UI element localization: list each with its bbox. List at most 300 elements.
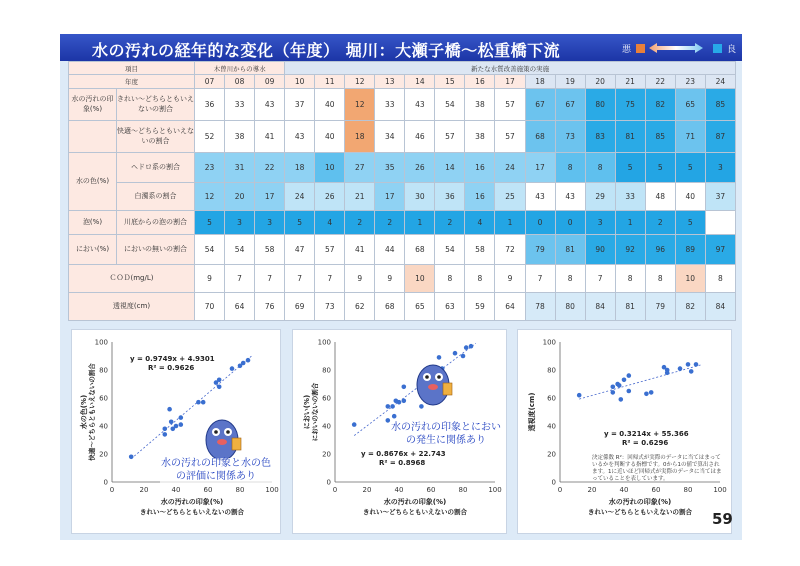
value-cell: 8 bbox=[585, 153, 615, 183]
value-cell: 82 bbox=[675, 293, 705, 321]
y-tick-label: 0 bbox=[103, 478, 108, 487]
chart-3-note: 決定係数 R²：回帰式が実際のデータに当てはまっているかを判断する指標です。0から1の値で算出されます。1に近いほど回帰式が実際のデータに当てはまっていることを表しています。 bbox=[592, 455, 722, 483]
value-cell: 26 bbox=[315, 183, 345, 211]
value-cell: 7 bbox=[525, 265, 555, 293]
value-cell: 10 bbox=[405, 265, 435, 293]
value-cell: 89 bbox=[675, 235, 705, 265]
value-cell: 10 bbox=[675, 265, 705, 293]
year-cell: 10 bbox=[285, 75, 315, 89]
row-category bbox=[69, 121, 117, 153]
value-cell: 2 bbox=[645, 211, 675, 235]
value-cell: 1 bbox=[405, 211, 435, 235]
value-cell: 57 bbox=[435, 121, 465, 153]
data-point bbox=[461, 354, 466, 359]
value-cell: 40 bbox=[675, 183, 705, 211]
value-cell: 2 bbox=[375, 211, 405, 235]
year-cell: 23 bbox=[675, 75, 705, 89]
data-point bbox=[386, 418, 391, 423]
x-tick-label: 80 bbox=[683, 486, 693, 494]
data-point bbox=[179, 415, 184, 420]
y-axis-label: 水の色(%) bbox=[80, 394, 88, 430]
value-cell: 18 bbox=[285, 153, 315, 183]
chart-1-callout: 水の汚れの印象と水の色の評価に関係あり bbox=[161, 458, 271, 482]
x-axis-label: 水の汚れの印象(%) bbox=[383, 498, 447, 506]
y-tick-label: 60 bbox=[99, 394, 108, 403]
value-cell: 5 bbox=[675, 211, 705, 235]
value-cell: 84 bbox=[705, 293, 735, 321]
value-cell: 30 bbox=[405, 183, 435, 211]
value-cell: 7 bbox=[255, 265, 285, 293]
value-cell: 9 bbox=[495, 265, 525, 293]
value-cell: 8 bbox=[555, 153, 585, 183]
value-cell: 5 bbox=[195, 211, 225, 235]
value-cell: 43 bbox=[285, 121, 315, 153]
year-cell: 11 bbox=[315, 75, 345, 89]
mascot-pupil bbox=[214, 430, 218, 434]
data-point bbox=[386, 404, 391, 409]
value-cell: 43 bbox=[525, 183, 555, 211]
chart-2-equation-text: y = 0.8676x + 22.743 bbox=[361, 450, 446, 458]
value-cell: 54 bbox=[435, 235, 465, 265]
x-tick-label: 20 bbox=[362, 486, 372, 494]
year-cell: 14 bbox=[405, 75, 435, 89]
data-point bbox=[464, 345, 469, 350]
x-tick-label: 40 bbox=[394, 486, 404, 494]
data-point bbox=[469, 344, 474, 349]
value-cell: 79 bbox=[525, 235, 555, 265]
value-cell: 4 bbox=[315, 211, 345, 235]
chart-3-equation bbox=[604, 430, 689, 449]
value-cell: 38 bbox=[465, 89, 495, 121]
value-cell: 76 bbox=[255, 293, 285, 321]
y-axis-label-2: においのないの割合 bbox=[311, 382, 319, 442]
chart-3-equation-text: y = 0.3214x + 55.366 bbox=[604, 430, 689, 438]
x-tick-label: 80 bbox=[458, 486, 468, 494]
chart-3-r2-text: R² = 0.6296 bbox=[622, 439, 669, 448]
data-point bbox=[196, 400, 201, 405]
year-cell: 16 bbox=[465, 75, 495, 89]
value-cell: 8 bbox=[645, 265, 675, 293]
row-sub-label: 川底からの泡の割合 bbox=[117, 211, 195, 235]
value-cell: 85 bbox=[645, 121, 675, 153]
chart-1-equation bbox=[130, 355, 215, 374]
legend-good-swatch bbox=[713, 44, 722, 53]
data-point bbox=[167, 407, 172, 412]
value-cell: 5 bbox=[285, 211, 315, 235]
data-point bbox=[617, 383, 622, 388]
value-cell: 18 bbox=[345, 121, 375, 153]
row-sub-label: 快適～どちらともいえないの割合 bbox=[117, 121, 195, 153]
x-axis-label-2: きれい～どちらともいえないの割合 bbox=[140, 508, 244, 516]
y-tick-label: 60 bbox=[322, 394, 331, 403]
data-point bbox=[611, 390, 616, 395]
value-cell: 41 bbox=[345, 235, 375, 265]
value-cell: 54 bbox=[435, 89, 465, 121]
value-cell: 71 bbox=[675, 121, 705, 153]
value-cell: 97 bbox=[705, 235, 735, 265]
x-tick-label: 60 bbox=[203, 486, 213, 494]
value-cell: 82 bbox=[645, 89, 675, 121]
data-point bbox=[678, 366, 683, 371]
x-tick-label: 40 bbox=[619, 486, 629, 494]
value-cell: 43 bbox=[255, 89, 285, 121]
value-cell: 46 bbox=[405, 121, 435, 153]
value-cell: 38 bbox=[465, 121, 495, 153]
data-point bbox=[611, 385, 616, 390]
value-cell: 4 bbox=[465, 211, 495, 235]
data-point bbox=[201, 400, 206, 405]
data-point bbox=[352, 422, 357, 427]
value-cell: 65 bbox=[675, 89, 705, 121]
value-cell: 25 bbox=[495, 183, 525, 211]
y-tick-label: 40 bbox=[99, 422, 108, 431]
x-tick-label: 20 bbox=[587, 486, 597, 494]
value-cell: 20 bbox=[225, 183, 255, 211]
value-cell: 33 bbox=[615, 183, 645, 211]
row-category: 水の色(%) bbox=[69, 153, 117, 211]
y-tick-label: 100 bbox=[94, 338, 108, 347]
row-sub-label: ヘドロ系の割合 bbox=[117, 153, 195, 183]
mascot-icon bbox=[417, 365, 452, 405]
value-cell: 79 bbox=[645, 293, 675, 321]
value-cell: 9 bbox=[195, 265, 225, 293]
data-point bbox=[230, 366, 235, 371]
year-cell: 24 bbox=[705, 75, 735, 89]
value-cell: 8 bbox=[555, 265, 585, 293]
value-cell: 57 bbox=[315, 235, 345, 265]
value-cell: 8 bbox=[705, 265, 735, 293]
data-table bbox=[68, 61, 736, 321]
header-item: 項目 bbox=[69, 62, 195, 75]
value-cell: 1 bbox=[495, 211, 525, 235]
value-cell: 17 bbox=[375, 183, 405, 211]
value-cell: 7 bbox=[315, 265, 345, 293]
data-point bbox=[394, 399, 399, 404]
value-cell: 33 bbox=[225, 89, 255, 121]
value-cell: 40 bbox=[315, 89, 345, 121]
year-cell: 09 bbox=[255, 75, 285, 89]
chart-2-equation bbox=[361, 450, 446, 469]
value-cell: 5 bbox=[645, 153, 675, 183]
y-axis-label-2: 快適～どちらともいえないの割合 bbox=[88, 363, 96, 461]
header-year: 年度 bbox=[69, 75, 195, 89]
x-tick-label: 100 bbox=[265, 486, 279, 494]
value-cell: 38 bbox=[225, 121, 255, 153]
y-tick-label: 60 bbox=[547, 394, 556, 403]
data-point bbox=[402, 385, 407, 390]
value-cell: 87 bbox=[705, 121, 735, 153]
value-cell: 72 bbox=[495, 235, 525, 265]
value-cell: 37 bbox=[285, 89, 315, 121]
value-cell: 80 bbox=[585, 89, 615, 121]
y-tick-label: 80 bbox=[99, 366, 108, 375]
data-point bbox=[402, 399, 407, 404]
value-cell: 22 bbox=[255, 153, 285, 183]
value-cell: 17 bbox=[255, 183, 285, 211]
value-cell: 81 bbox=[615, 121, 645, 153]
value-cell: 12 bbox=[195, 183, 225, 211]
y-tick-label: 80 bbox=[547, 366, 556, 375]
value-cell: 21 bbox=[345, 183, 375, 211]
mascot-mouth bbox=[428, 384, 438, 390]
year-cell: 17 bbox=[495, 75, 525, 89]
x-axis-label: 水の汚れの印象(%) bbox=[608, 498, 672, 506]
year-cell: 21 bbox=[615, 75, 645, 89]
value-cell: 81 bbox=[615, 293, 645, 321]
value-cell: 54 bbox=[225, 235, 255, 265]
value-cell: 57 bbox=[495, 121, 525, 153]
data-point bbox=[627, 373, 632, 378]
year-cell: 13 bbox=[375, 75, 405, 89]
value-cell: 52 bbox=[195, 121, 225, 153]
data-point bbox=[419, 404, 424, 409]
value-cell: 73 bbox=[555, 121, 585, 153]
value-cell: 17 bbox=[525, 153, 555, 183]
row-category: 水の汚れの印象(%) bbox=[69, 89, 117, 121]
value-cell: 24 bbox=[285, 183, 315, 211]
x-tick-label: 60 bbox=[426, 486, 436, 494]
y-tick-label: 40 bbox=[547, 422, 556, 431]
value-cell: 8 bbox=[435, 265, 465, 293]
mascot-pupil bbox=[437, 375, 441, 379]
value-cell: 90 bbox=[585, 235, 615, 265]
data-point bbox=[179, 422, 184, 427]
value-cell: 0 bbox=[525, 211, 555, 235]
value-cell: 24 bbox=[495, 153, 525, 183]
value-cell: 68 bbox=[405, 235, 435, 265]
row-label: ＣＯＤ(mg/L) bbox=[69, 265, 195, 293]
value-cell: 67 bbox=[525, 89, 555, 121]
value-cell: 62 bbox=[345, 293, 375, 321]
chart-panel-1 bbox=[71, 329, 281, 534]
value-cell: 9 bbox=[375, 265, 405, 293]
chart-1-equation-text: y = 0.9749x + 4.9301 bbox=[130, 355, 215, 363]
value-cell: 27 bbox=[345, 153, 375, 183]
y-tick-label: 40 bbox=[322, 422, 331, 431]
value-cell: 36 bbox=[195, 89, 225, 121]
value-cell: 7 bbox=[225, 265, 255, 293]
page-number: 59 bbox=[712, 510, 733, 528]
row-sub-label: きれい～どちらともいえないの割合 bbox=[117, 89, 195, 121]
mascot-pupil bbox=[425, 375, 429, 379]
data-point bbox=[163, 427, 168, 432]
value-cell: 9 bbox=[345, 265, 375, 293]
x-tick-label: 20 bbox=[139, 486, 149, 494]
value-cell: 65 bbox=[405, 293, 435, 321]
value-cell: 8 bbox=[615, 265, 645, 293]
y-tick-label: 20 bbox=[322, 450, 331, 459]
value-cell: 85 bbox=[705, 89, 735, 121]
value-cell: 43 bbox=[405, 89, 435, 121]
value-cell: 16 bbox=[465, 153, 495, 183]
legend-arrow-icon bbox=[633, 43, 723, 53]
chart-2-r2-text: R² = 0.8968 bbox=[379, 459, 426, 468]
value-cell: 1 bbox=[615, 211, 645, 235]
value-cell: 2 bbox=[435, 211, 465, 235]
value-cell: 35 bbox=[375, 153, 405, 183]
data-point bbox=[217, 385, 222, 390]
year-cell: 22 bbox=[645, 75, 675, 89]
data-point bbox=[392, 414, 397, 419]
legend-good-label: 良 bbox=[727, 45, 737, 55]
value-cell: 14 bbox=[435, 153, 465, 183]
value-cell: 3 bbox=[255, 211, 285, 235]
mascot-pupil bbox=[226, 430, 230, 434]
header-group2: 新たな水質改善施策の実施 bbox=[285, 62, 736, 75]
row-category: 泡(%) bbox=[69, 211, 117, 235]
data-point bbox=[622, 378, 627, 383]
title-bar bbox=[60, 34, 742, 61]
trend-line bbox=[579, 365, 701, 399]
year-cell: 19 bbox=[555, 75, 585, 89]
data-point bbox=[619, 397, 624, 402]
year-cell: 15 bbox=[435, 75, 465, 89]
row-category: におい(%) bbox=[69, 235, 117, 265]
x-tick-label: 60 bbox=[651, 486, 661, 494]
data-point bbox=[694, 362, 699, 367]
legend-bad-label: 悪 bbox=[622, 45, 632, 55]
data-point bbox=[627, 389, 632, 394]
x-axis-label-2: きれい～どちらともいえないの割合 bbox=[363, 508, 467, 516]
chart-2-callout: 水の汚れの印象とにおいの発生に関係あり bbox=[391, 422, 501, 446]
value-cell: 64 bbox=[495, 293, 525, 321]
value-cell: 70 bbox=[195, 293, 225, 321]
value-cell: 64 bbox=[225, 293, 255, 321]
value-cell: 67 bbox=[555, 89, 585, 121]
mascot-book bbox=[232, 438, 241, 450]
value-cell: 59 bbox=[465, 293, 495, 321]
value-cell: 68 bbox=[375, 293, 405, 321]
y-tick-label: 20 bbox=[547, 450, 556, 459]
mascot-book bbox=[443, 383, 452, 395]
data-point bbox=[649, 390, 654, 395]
value-cell: 68 bbox=[525, 121, 555, 153]
year-cell: 08 bbox=[225, 75, 255, 89]
value-cell: 81 bbox=[555, 235, 585, 265]
value-cell: 8 bbox=[465, 265, 495, 293]
y-tick-label: 20 bbox=[99, 450, 108, 459]
mascot-mouth bbox=[217, 439, 227, 445]
value-cell: 34 bbox=[375, 121, 405, 153]
value-cell: 23 bbox=[195, 153, 225, 183]
value-cell: 3 bbox=[225, 211, 255, 235]
header-group1: 木曽川からの導水 bbox=[195, 62, 285, 75]
value-cell: 12 bbox=[345, 89, 375, 121]
value-cell: 58 bbox=[255, 235, 285, 265]
value-cell: 26 bbox=[405, 153, 435, 183]
value-cell: 44 bbox=[375, 235, 405, 265]
y-axis-label: 透視度(cm) bbox=[528, 392, 536, 432]
value-cell: 48 bbox=[645, 183, 675, 211]
data-point bbox=[246, 358, 251, 363]
page-title: 水の汚れの経年的な変化（年度） 堀川：大瀬子橋～松重橋下流 bbox=[92, 41, 561, 60]
row-sub-label: においの無いの割合 bbox=[117, 235, 195, 265]
data-point bbox=[644, 392, 649, 397]
value-cell: 31 bbox=[225, 153, 255, 183]
value-cell: 16 bbox=[465, 183, 495, 211]
value-cell: 58 bbox=[465, 235, 495, 265]
data-point bbox=[686, 362, 691, 367]
value-cell: 57 bbox=[495, 89, 525, 121]
value-cell: 96 bbox=[645, 235, 675, 265]
year-cell: 20 bbox=[585, 75, 615, 89]
value-cell: 10 bbox=[315, 153, 345, 183]
data-point bbox=[163, 432, 168, 437]
value-cell: 43 bbox=[555, 183, 585, 211]
data-point bbox=[169, 420, 174, 425]
value-cell: 73 bbox=[315, 293, 345, 321]
value-cell: 37 bbox=[705, 183, 735, 211]
value-cell: 80 bbox=[555, 293, 585, 321]
data-point bbox=[437, 355, 442, 360]
data-point bbox=[214, 380, 219, 385]
chart-panel-2 bbox=[292, 329, 507, 534]
value-cell: 7 bbox=[285, 265, 315, 293]
data-point bbox=[171, 427, 176, 432]
slide bbox=[60, 34, 742, 540]
data-point bbox=[390, 404, 395, 409]
value-cell: 3 bbox=[585, 211, 615, 235]
x-axis-label: 水の汚れの印象(%) bbox=[160, 498, 224, 506]
year-cell: 07 bbox=[195, 75, 225, 89]
value-cell: 75 bbox=[615, 89, 645, 121]
value-cell: 5 bbox=[615, 153, 645, 183]
year-cell: 18 bbox=[525, 75, 555, 89]
value-cell: 7 bbox=[585, 265, 615, 293]
data-point bbox=[453, 351, 458, 356]
x-tick-label: 40 bbox=[171, 486, 181, 494]
value-cell: 41 bbox=[255, 121, 285, 153]
y-axis-label: におい(%) bbox=[303, 394, 311, 430]
x-tick-label: 0 bbox=[332, 486, 338, 494]
mascot-icon bbox=[206, 420, 241, 460]
chart-panel-3 bbox=[517, 329, 732, 534]
x-tick-label: 100 bbox=[488, 486, 502, 494]
chart-1-r2-text: R² = 0.9626 bbox=[148, 364, 195, 373]
y-tick-label: 100 bbox=[317, 338, 331, 347]
value-cell: 2 bbox=[345, 211, 375, 235]
value-cell: 3 bbox=[705, 153, 735, 183]
y-tick-label: 80 bbox=[322, 366, 331, 375]
y-tick-label: 100 bbox=[542, 338, 556, 347]
value-cell: 54 bbox=[195, 235, 225, 265]
value-cell: 92 bbox=[615, 235, 645, 265]
value-cell: 84 bbox=[585, 293, 615, 321]
data-point bbox=[662, 365, 667, 370]
value-cell: 33 bbox=[375, 89, 405, 121]
value-cell bbox=[705, 211, 735, 235]
data-point bbox=[241, 361, 246, 366]
value-cell: 78 bbox=[525, 293, 555, 321]
value-cell: 0 bbox=[555, 211, 585, 235]
value-cell: 83 bbox=[585, 121, 615, 153]
row-label: 透視度(cm) bbox=[69, 293, 195, 321]
x-tick-label: 0 bbox=[109, 486, 115, 494]
value-cell: 36 bbox=[435, 183, 465, 211]
data-point bbox=[129, 455, 134, 460]
value-cell: 47 bbox=[285, 235, 315, 265]
value-cell: 63 bbox=[435, 293, 465, 321]
x-axis-label-2: きれい～どちらともいえないの割合 bbox=[588, 508, 692, 516]
value-cell: 69 bbox=[285, 293, 315, 321]
x-tick-label: 80 bbox=[235, 486, 245, 494]
value-cell: 5 bbox=[675, 153, 705, 183]
x-tick-label: 0 bbox=[557, 486, 563, 494]
data-point bbox=[689, 369, 694, 374]
row-sub-label: 白濁系の割合 bbox=[117, 183, 195, 211]
y-tick-label: 0 bbox=[326, 478, 331, 487]
y-tick-label: 0 bbox=[551, 478, 556, 487]
